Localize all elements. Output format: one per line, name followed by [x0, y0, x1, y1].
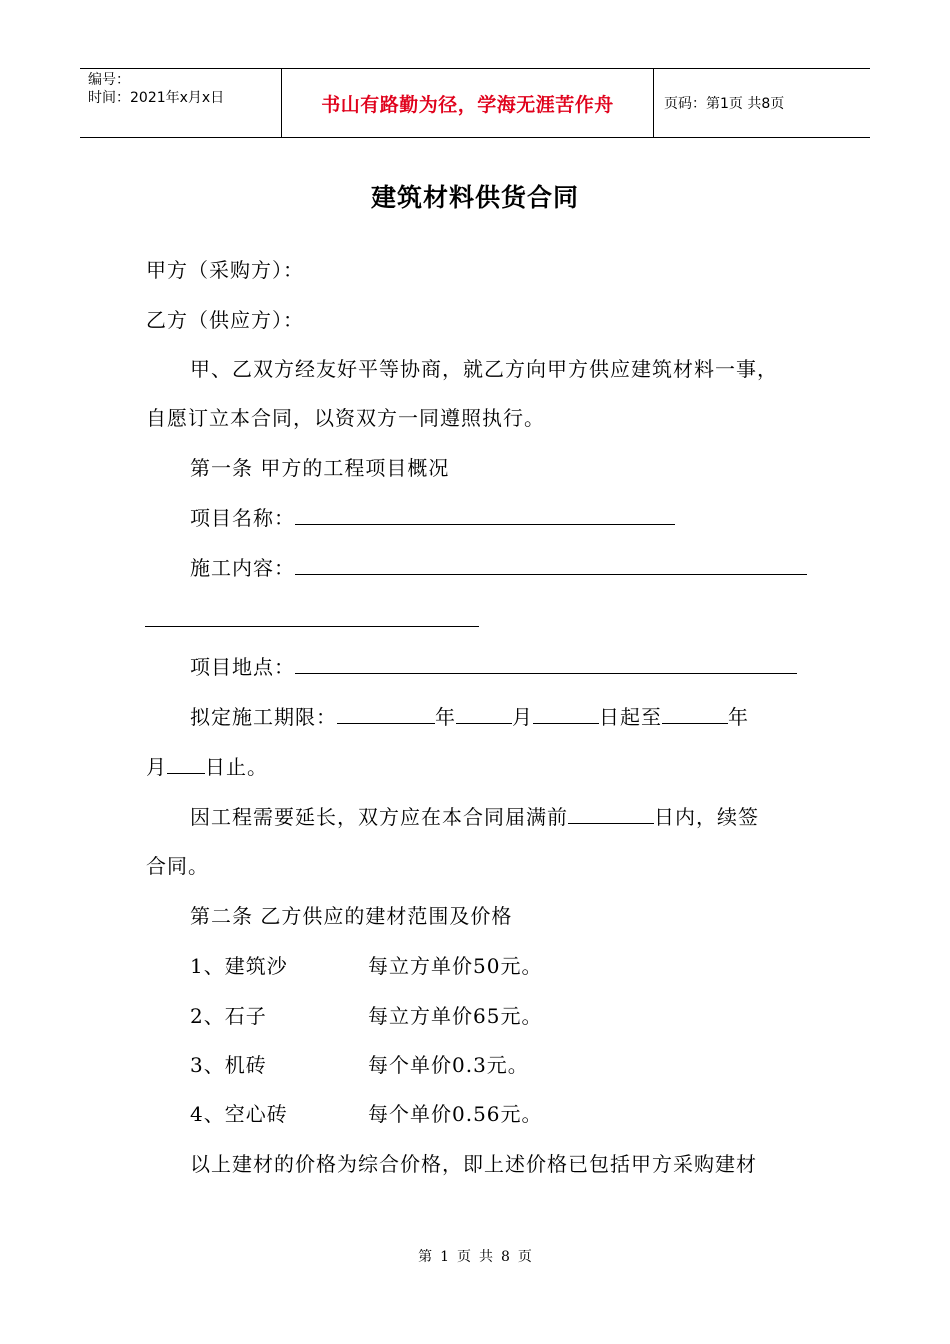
project-name-label: 项目名称：: [190, 506, 295, 530]
construction-content-line: [190, 554, 807, 582]
party-b-line: 乙方（供应方）：: [146, 308, 304, 332]
extension-line-2: 合同。: [146, 854, 209, 878]
footer-page-word: 第: [418, 1249, 433, 1265]
start-year-blank: [337, 703, 435, 724]
intro-line-1: 甲、乙双方经友好平等协商，就乙方向甲方供应建筑材料一事，: [190, 357, 778, 381]
intro-line-2: 自愿订立本合同，以资双方一同遵照执行。: [146, 406, 545, 430]
date-label: 时间：2021年x月x日: [88, 90, 225, 106]
project-location-label: 项目地点：: [190, 655, 295, 679]
header-meta: [80, 69, 282, 137]
footer-page-num: 1: [440, 1249, 449, 1265]
item-price-4: 每个单价0.56元。: [368, 1102, 543, 1126]
article1-title: 第一条 甲方的工程项目概况: [190, 456, 450, 480]
start-day-blank: [533, 703, 599, 724]
period-label: 拟定施工期限：: [190, 705, 337, 729]
project-location-line: [190, 653, 797, 681]
number-label: 编号：: [88, 72, 130, 88]
project-name-line: [190, 504, 675, 532]
end-year-blank: [662, 703, 728, 724]
page-header: [80, 68, 870, 138]
item-name-2: 2、石子: [190, 1004, 267, 1028]
item-name-3: 3、机砖: [190, 1053, 267, 1077]
footer-total-num: 8: [501, 1249, 510, 1265]
extension-line: [190, 803, 759, 831]
page-footer: [0, 1246, 950, 1266]
header-page-label: 页码：第1页 共8页: [664, 96, 785, 112]
extension-prefix: 因工程需要延长，双方应在本合同届满前: [190, 805, 568, 829]
footer-total-word: 共: [479, 1249, 493, 1265]
month-text-2: 月: [146, 755, 167, 779]
header-motto: 书山有路勤为径，学海无涯苦作舟: [282, 69, 654, 137]
start-month-blank: [456, 703, 512, 724]
item-name-4: 4、空心砖: [190, 1102, 288, 1126]
year-text-2: 年: [728, 705, 749, 729]
extension-suffix: 日内，续签: [654, 805, 759, 829]
project-location-blank: [295, 653, 797, 674]
month-text: 月: [512, 705, 533, 729]
day-end-text: 日止。: [205, 755, 268, 779]
period-line: [190, 703, 749, 731]
item-price-3: 每个单价0.3元。: [368, 1053, 529, 1077]
extension-days-blank: [568, 803, 654, 824]
closing-line: 以上建材的价格为综合价格，即上述价格已包括甲方采购建材: [190, 1152, 757, 1176]
footer-total-unit: 页: [517, 1249, 532, 1265]
document-title: 建筑材料供货合同: [370, 183, 579, 212]
construction-content-blank-2: [145, 626, 479, 627]
year-text: 年: [435, 705, 456, 729]
footer-page-unit: 页: [457, 1249, 471, 1265]
day-from-text: 日起至: [599, 705, 662, 729]
item-name-1: 1、建筑沙: [190, 954, 288, 978]
item-price-1: 每立方单价50元。: [368, 954, 543, 978]
construction-content-label: 施工内容：: [190, 556, 295, 580]
article2-title: 第二条 乙方供应的建材范围及价格: [190, 904, 513, 928]
party-a-line: 甲方（采购方）：: [146, 258, 304, 282]
end-day-blank: [167, 753, 205, 774]
period-line-2: [146, 753, 268, 781]
project-name-blank: [295, 504, 675, 525]
item-price-2: 每立方单价65元。: [368, 1004, 543, 1028]
construction-content-blank: [295, 554, 807, 575]
